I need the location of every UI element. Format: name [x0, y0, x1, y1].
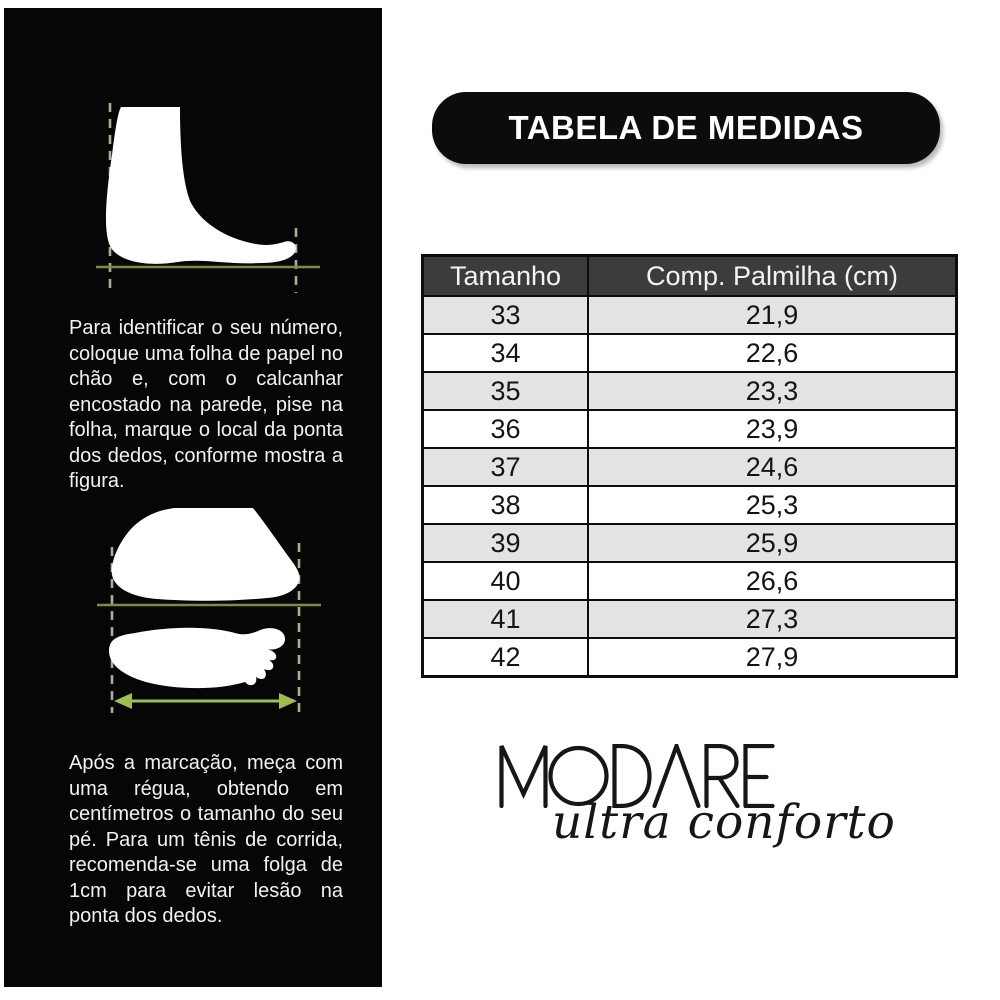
size-table-header [423, 256, 957, 297]
table-cell: 42 [423, 638, 589, 677]
table-row [423, 334, 957, 372]
brand-tagline: ultra conforto [552, 795, 896, 850]
table-row [423, 600, 957, 638]
table-row [423, 372, 957, 410]
table-cell: 25,3 [588, 486, 957, 524]
size-table-body [423, 296, 957, 677]
table-cell: 24,6 [588, 448, 957, 486]
table-cell: 25,9 [588, 524, 957, 562]
foot-length-measure-diagram [95, 505, 325, 719]
size-table [421, 254, 958, 678]
table-row [423, 448, 957, 486]
table-cell: 23,9 [588, 410, 957, 448]
table-cell: 34 [423, 334, 589, 372]
table-cell: 26,6 [588, 562, 957, 600]
table-cell: 37 [423, 448, 589, 486]
foot-side-icon [112, 508, 300, 601]
table-title-pill [432, 92, 940, 164]
table-row [423, 638, 957, 677]
logo-letter-m [502, 746, 546, 806]
table-cell: 41 [423, 600, 589, 638]
measure-instruction-2: Após a marcação, meça com uma régua, obtendo em centímetros o tamanho do seu pé. Para um tênis de corrida, recomenda-se uma folga de 1cm para evitar lesão na ponta dos dedos. [69, 752, 343, 927]
table-row [423, 486, 957, 524]
footprint-icon [109, 628, 285, 688]
table-cell: 27,9 [588, 638, 957, 677]
table-cell: 40 [423, 562, 589, 600]
table-title: TABELA DE MEDIDAS [508, 109, 864, 146]
table-cell: 23,3 [588, 372, 957, 410]
table-row [423, 524, 957, 562]
table-cell: 36 [423, 410, 589, 448]
table-cell: 22,6 [588, 334, 957, 372]
table-row [423, 562, 957, 600]
table-cell: 21,9 [588, 296, 957, 334]
measure-instruction-1: Para identificar o seu número, coloque uma folha de papel no chão e, com o calcanhar encostado na parede, pise na folha, marque o local da ponta dos dedos, conforme mostra a figura. [69, 317, 343, 492]
column-header-tamanho: Tamanho [423, 256, 589, 297]
table-cell: 39 [423, 524, 589, 562]
length-arrow-icon [114, 693, 297, 709]
column-header-comprimento: Comp. Palmilha (cm) [588, 256, 957, 297]
table-row [423, 296, 957, 334]
foot-side-measure-diagram [88, 100, 338, 300]
table-cell: 27,3 [588, 600, 957, 638]
table-cell: 35 [423, 372, 589, 410]
foot-side-icon [106, 107, 296, 264]
table-cell: 33 [423, 296, 589, 334]
instruction-panel [4, 8, 382, 987]
table-row [423, 410, 957, 448]
table-cell: 38 [423, 486, 589, 524]
